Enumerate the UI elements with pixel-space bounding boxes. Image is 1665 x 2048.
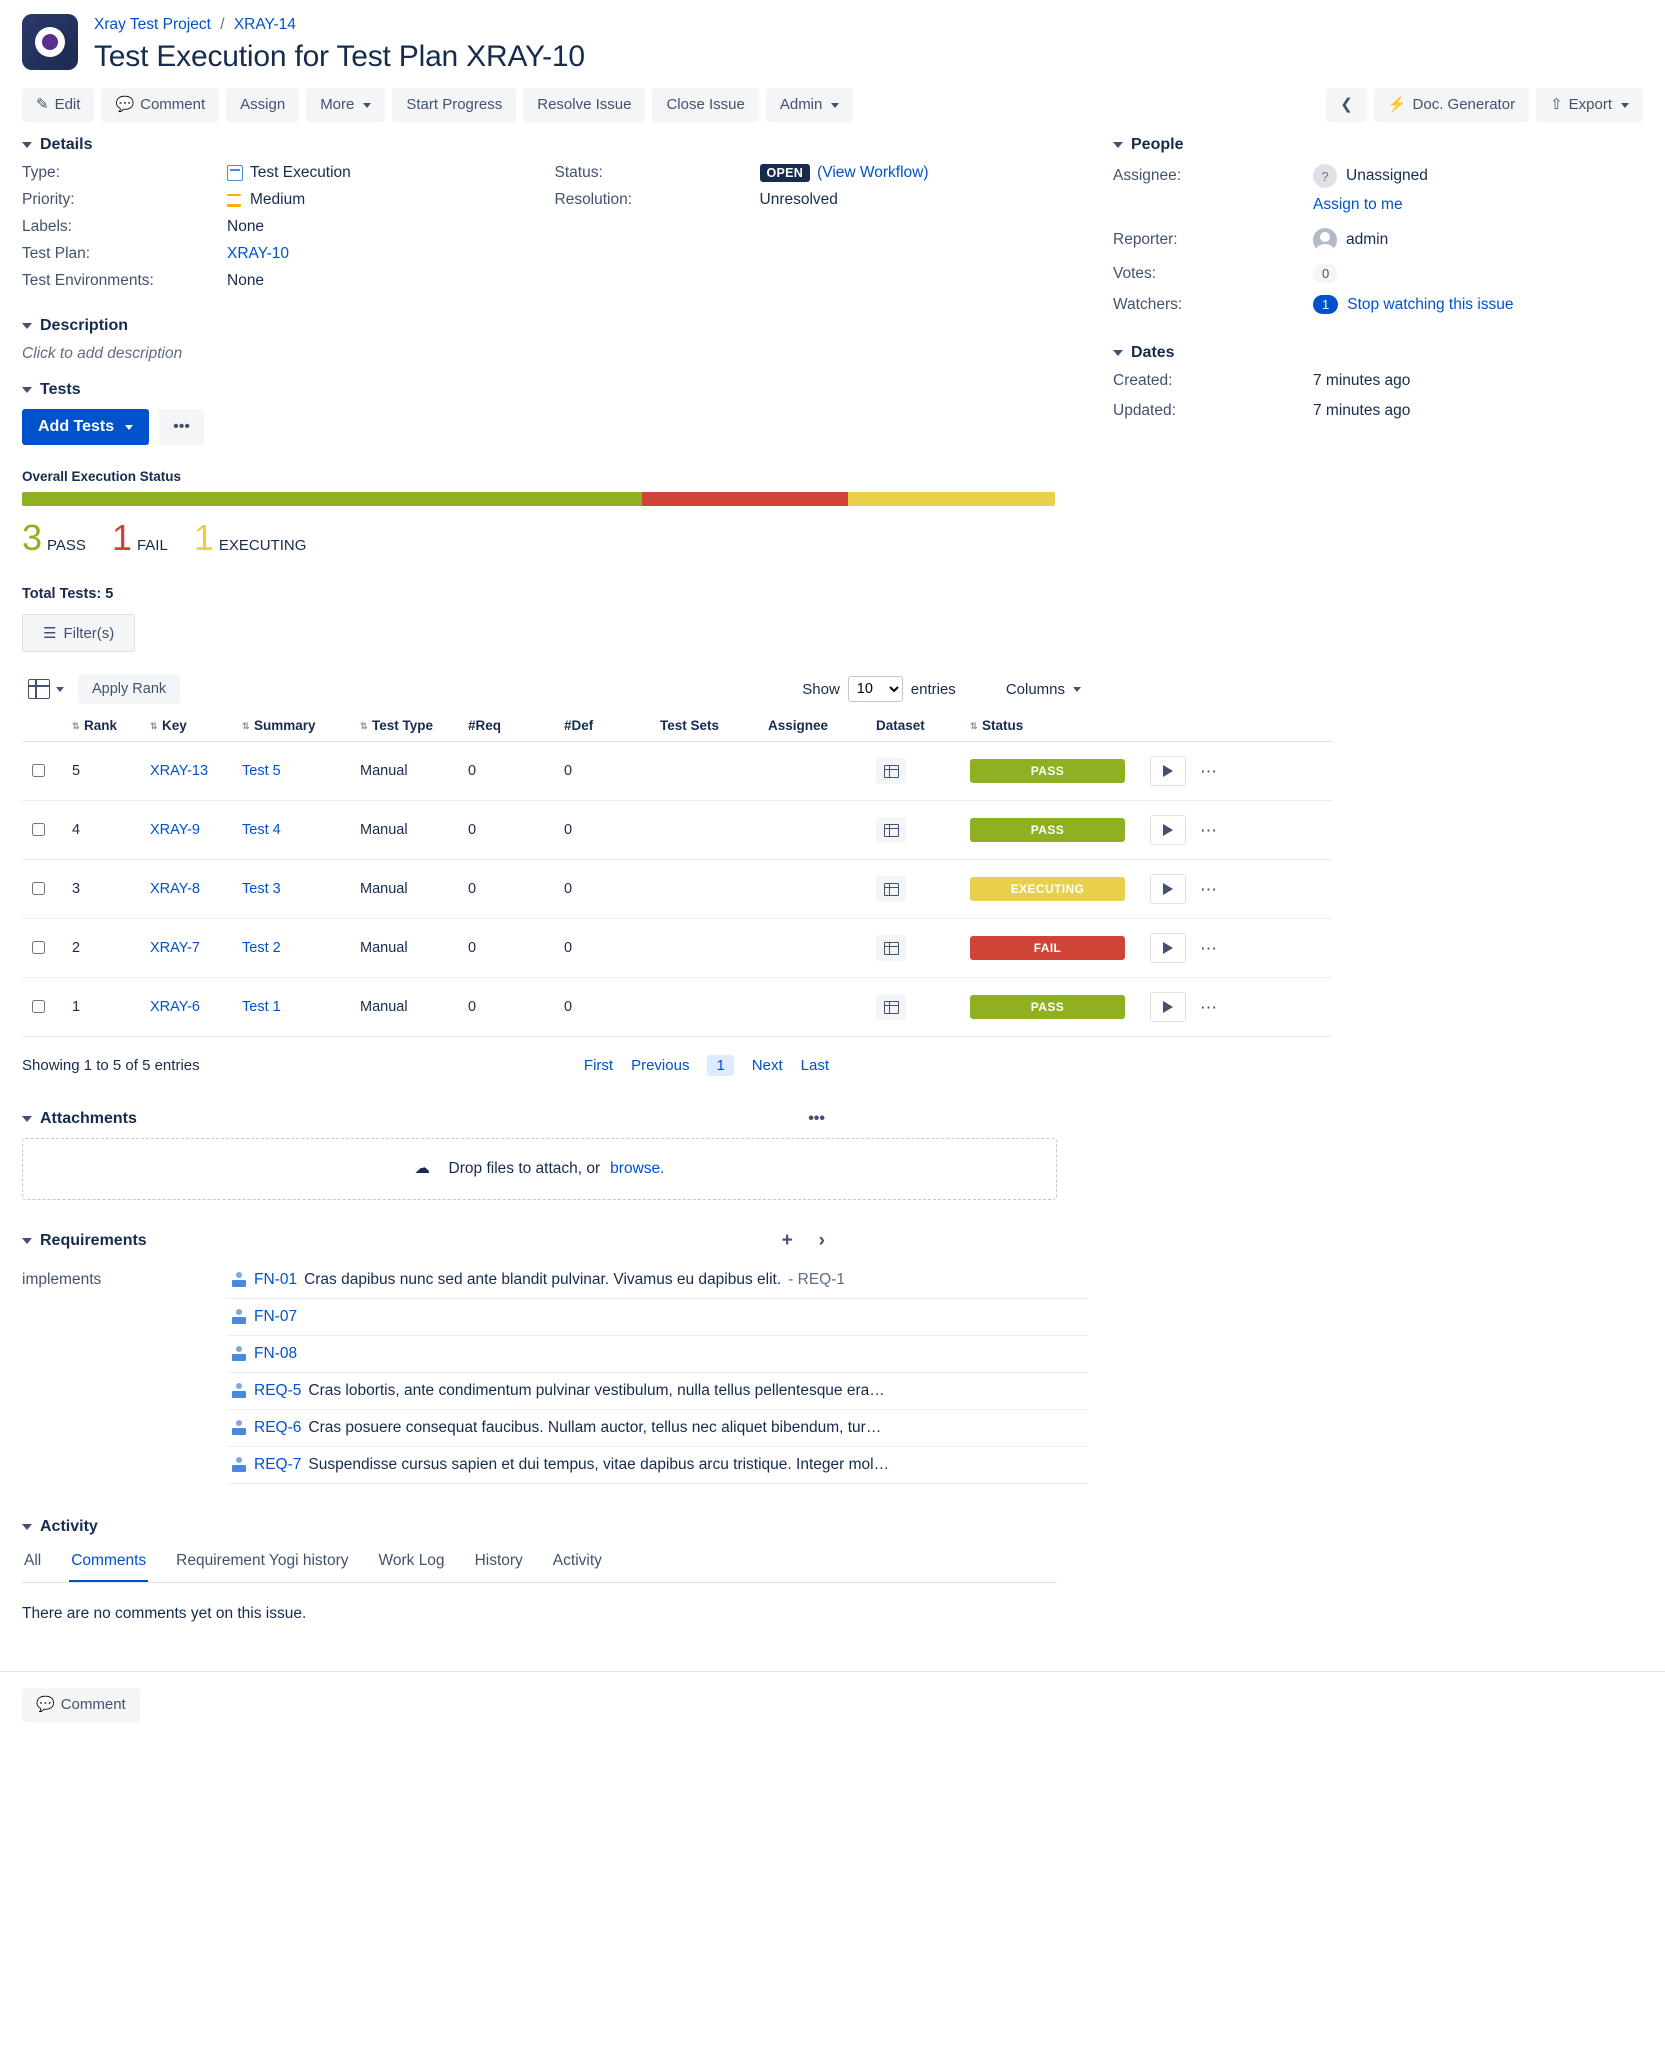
overall-execution-status-label: Overall Execution Status (22, 469, 182, 484)
chevron-down-icon[interactable] (22, 1238, 32, 1244)
header-test-sets[interactable]: Test Sets (654, 710, 762, 742)
status-badge: EXECUTING (970, 877, 1125, 901)
chevron-down-icon[interactable] (22, 1524, 32, 1530)
pager-page-1[interactable]: 1 (707, 1055, 733, 1076)
requirement-key-link[interactable]: REQ-7 (254, 1456, 302, 1473)
assign-to-me-link[interactable]: Assign to me (1313, 196, 1403, 213)
select-all-header (22, 710, 66, 742)
toolbar-right-group (1326, 88, 1643, 122)
chevron-down-icon[interactable] (22, 1116, 32, 1122)
requirement-text: Cras dapibus nunc sed ante blandit pulvinar. Vivamus eu dapibus elit. (304, 1271, 782, 1288)
entries-select[interactable] (848, 676, 903, 702)
priority-value: Medium (250, 191, 306, 208)
assignee-value: Unassigned (1346, 167, 1428, 184)
people-header[interactable] (1113, 136, 1643, 154)
fail-label: FAIL (136, 537, 168, 554)
chevron-down-icon[interactable] (22, 387, 32, 393)
more-button[interactable] (306, 88, 385, 122)
labels-label: Labels: (22, 218, 72, 235)
cell-test-type: Manual (354, 978, 462, 1037)
details-header[interactable] (22, 136, 1087, 154)
cell-key (144, 860, 236, 919)
breadcrumb-separator: / (220, 16, 225, 33)
requirements-relation-label: implements (22, 1271, 102, 1288)
status-bar-pass (22, 492, 642, 506)
admin-label: Admin (779, 96, 823, 113)
requirement-key-link[interactable]: REQ-5 (254, 1382, 302, 1399)
admin-button[interactable] (766, 88, 854, 122)
detail-resolution-row (555, 191, 1088, 209)
row-checkbox[interactable] (32, 941, 45, 954)
dataset-icon[interactable] (876, 758, 906, 784)
description-placeholder[interactable]: Click to add description (22, 345, 183, 362)
status-badge: PASS (970, 995, 1125, 1019)
comment-label: Comment (140, 96, 206, 113)
cell-dataset (870, 742, 964, 801)
test-summary-link[interactable]: Test 5 (242, 763, 281, 779)
chevron-down-icon[interactable] (22, 323, 32, 329)
list-item[interactable] (227, 1336, 1087, 1373)
list-item[interactable] (227, 1373, 1087, 1410)
dates-heading: Dates (1131, 344, 1175, 361)
export-icon: ⇧ (1550, 96, 1563, 113)
executing-label: EXECUTING (218, 537, 307, 554)
cell-summary (236, 801, 354, 860)
tests-more-button[interactable]: ••• (159, 409, 204, 445)
activity-tabs (22, 1546, 1057, 1583)
test-key-link[interactable]: XRAY-9 (150, 822, 200, 838)
detail-type-row (22, 164, 555, 182)
test-summary-link[interactable]: Test 3 (242, 881, 281, 897)
test-key-link[interactable]: XRAY-8 (150, 881, 200, 897)
cell-dataset (870, 978, 964, 1037)
cell-assignee (762, 801, 870, 860)
cell-assignee (762, 919, 870, 978)
cell-test-sets (654, 860, 762, 919)
votes-badge: 0 (1313, 264, 1338, 283)
comment-icon: 💬 (115, 96, 135, 113)
row-checkbox-cell (22, 978, 66, 1037)
details-heading: Details (40, 136, 93, 153)
reporter-row (1113, 228, 1643, 252)
pass-count: 3 (22, 517, 43, 558)
cell-rank: 5 (66, 742, 144, 801)
total-tests-label: Total Tests: 5 (22, 586, 114, 602)
cell-test-sets (654, 978, 762, 1037)
watchers-badge: 1 (1313, 295, 1338, 314)
pager-previous[interactable]: Previous (631, 1057, 690, 1074)
requirement-icon (231, 1420, 247, 1436)
row-more-icon[interactable]: ⋯ (1200, 939, 1218, 958)
share-button[interactable] (1326, 88, 1367, 122)
close-issue-button[interactable] (652, 88, 758, 122)
status-label: Status: (554, 164, 603, 181)
share-icon: ❮ (1340, 96, 1353, 113)
footer-comment-label: Comment (60, 1696, 126, 1713)
requirement-key-link[interactable]: FN-01 (254, 1271, 298, 1288)
header-summary-label: Summary (254, 718, 316, 733)
chevron-down-icon[interactable] (56, 687, 64, 692)
filter-icon: ☰ (43, 625, 57, 642)
updated-row (1113, 402, 1643, 420)
row-checkbox[interactable] (32, 823, 45, 836)
cell-def: 0 (558, 742, 654, 801)
cell-summary (236, 978, 354, 1037)
tab-history[interactable]: History (474, 1552, 523, 1569)
columns-label: Columns (1005, 680, 1065, 698)
resolve-issue-button[interactable] (523, 88, 645, 122)
dataset-icon[interactable] (876, 994, 906, 1020)
people-section (1113, 136, 1643, 314)
doc-generator-button[interactable] (1374, 88, 1529, 122)
comment-button[interactable] (101, 88, 219, 122)
browse-link[interactable]: browse. (610, 1160, 665, 1177)
header-test-type[interactable]: ⇅ Test Type (354, 710, 462, 742)
executing-count: 1 (193, 517, 214, 558)
test-plan-link[interactable]: XRAY-10 (227, 245, 290, 262)
dataset-icon[interactable] (876, 876, 906, 902)
dates-header[interactable] (1113, 344, 1643, 362)
list-item[interactable] (227, 1262, 1087, 1299)
row-checkbox-cell (22, 801, 66, 860)
description-heading: Description (40, 317, 129, 334)
pager-last[interactable]: Last (800, 1057, 829, 1074)
requirement-text: Cras posuere consequat faucibus. Nullam auctor, tellus nec aliquet bibendum, tur… (308, 1419, 882, 1436)
created-label: Created: (1113, 372, 1173, 389)
cell-rank: 2 (66, 919, 144, 978)
cell-assignee (762, 742, 870, 801)
page-header (0, 0, 1665, 74)
view-workflow-link[interactable]: (View Workflow) (817, 164, 929, 181)
edit-button[interactable] (22, 88, 94, 122)
stop-watching-link[interactable]: Stop watching this issue (1347, 295, 1514, 313)
header-status-label: Status (982, 718, 1024, 733)
description-header[interactable] (22, 317, 1087, 335)
votes-row (1113, 264, 1643, 283)
requirements-list (227, 1262, 1087, 1484)
cell-rank: 1 (66, 978, 144, 1037)
requirement-icon (231, 1272, 247, 1288)
cell-req: 0 (462, 801, 558, 860)
cell-test-type: Manual (354, 919, 462, 978)
description-section (22, 317, 1087, 363)
execution-counts (22, 517, 1087, 558)
requirement-icon (231, 1309, 247, 1325)
header-req[interactable]: #Req (462, 710, 558, 742)
row-checkbox[interactable] (32, 764, 45, 777)
list-item[interactable] (227, 1447, 1087, 1484)
test-summary-link[interactable]: Test 2 (242, 940, 281, 956)
row-checkbox-cell (22, 742, 66, 801)
requirement-suffix: - REQ-1 (788, 1271, 845, 1288)
tab-activity[interactable]: Activity (552, 1552, 602, 1569)
header-rank[interactable]: ⇅ Rank (66, 710, 144, 742)
people-heading: People (1131, 136, 1184, 153)
reporter-label: Reporter: (1113, 231, 1178, 248)
upload-cloud-icon: ☁ (414, 1160, 431, 1177)
pager-next[interactable]: Next (751, 1057, 783, 1074)
page-title: Test Execution for Test Plan XRAY-10 (94, 40, 585, 73)
edit-label: Edit (54, 96, 81, 113)
status-badge: FAIL (970, 936, 1125, 960)
chevron-down-icon (831, 103, 839, 108)
status-bar-fail (642, 492, 849, 506)
dates-section (1113, 344, 1643, 420)
doc-generator-label: Doc. Generator (1412, 96, 1516, 113)
type-value: Test Execution (250, 164, 351, 181)
created-value: 7 minutes ago (1313, 372, 1411, 389)
cell-test-sets (654, 742, 762, 801)
cell-assignee (762, 978, 870, 1037)
reporter-value: admin (1346, 231, 1389, 248)
detail-test-env-row (22, 272, 555, 290)
more-label: More (320, 96, 355, 113)
detail-test-plan-row (22, 245, 555, 263)
attachments-more-icon[interactable]: ••• (808, 1110, 825, 1127)
resolution-value: Unresolved (759, 191, 838, 208)
attachments-section (22, 1110, 1087, 1200)
avatar: ? (1313, 164, 1337, 188)
updated-label: Updated: (1113, 402, 1176, 419)
activity-section (22, 1518, 1087, 1623)
requirement-key-link[interactable]: FN-07 (254, 1308, 298, 1325)
requirement-text: Suspendisse cursus sapien et dui tempus, vitae dapibus arcu tristique. Integer mol… (308, 1456, 890, 1473)
detail-priority-row (22, 191, 555, 209)
status-bar-executing (848, 492, 1055, 506)
start-progress-label: Start Progress (406, 96, 503, 113)
footer-comment-button[interactable] (22, 1688, 140, 1722)
showing-entries-label: Showing 1 to 5 of 5 entries (22, 1057, 200, 1074)
cell-dataset (870, 801, 964, 860)
apply-rank-button[interactable]: Apply Rank (78, 674, 180, 704)
dataset-icon[interactable] (876, 817, 906, 843)
status-badge: PASS (970, 818, 1125, 842)
chevron-down-icon (1621, 103, 1629, 108)
breadcrumb (94, 16, 585, 34)
cell-def: 0 (558, 860, 654, 919)
test-key-link[interactable]: XRAY-7 (150, 940, 200, 956)
view-mode-icon[interactable] (28, 679, 50, 699)
drop-files-label: Drop files to attach, or (448, 1160, 601, 1177)
chevron-down-icon[interactable] (22, 142, 32, 148)
updated-value: 7 minutes ago (1313, 402, 1411, 419)
cell-dataset (870, 860, 964, 919)
requirement-text: Cras lobortis, ante condimentum pulvinar vestibulum, nulla tellus pellentesque era… (308, 1382, 885, 1399)
row-checkbox-cell (22, 860, 66, 919)
header-assignee[interactable]: Assignee (762, 710, 870, 742)
header-rank-label: Rank (84, 718, 118, 733)
test-key-link[interactable]: XRAY-13 (150, 763, 209, 779)
priority-medium-icon (227, 194, 243, 207)
test-plan-label: Test Plan: (22, 245, 91, 262)
cell-test-type: Manual (354, 742, 462, 801)
export-button[interactable] (1536, 88, 1643, 122)
requirement-icon (231, 1457, 247, 1473)
export-label: Export (1568, 96, 1612, 113)
requirement-icon (231, 1383, 247, 1399)
attachments-heading: Attachments (40, 1110, 137, 1127)
cell-assignee (762, 860, 870, 919)
cell-key (144, 801, 236, 860)
tests-header[interactable] (22, 381, 1087, 399)
cell-rank: 4 (66, 801, 144, 860)
cell-req: 0 (462, 919, 558, 978)
cell-dataset (870, 919, 964, 978)
resolve-issue-label: Resolve Issue (537, 96, 632, 113)
cell-summary (236, 919, 354, 978)
cell-key (144, 742, 236, 801)
show-entries-control (802, 676, 956, 702)
status-badge: PASS (970, 759, 1125, 783)
add-tests-label: Add Tests (38, 418, 115, 435)
type-label: Type: (22, 164, 60, 181)
cell-def: 0 (558, 801, 654, 860)
filters-label: Filter(s) (63, 624, 115, 642)
row-checkbox[interactable] (32, 882, 45, 895)
resolution-label: Resolution: (554, 191, 633, 208)
test-summary-link[interactable]: Test 1 (242, 999, 281, 1015)
tab-all[interactable]: All (24, 1552, 42, 1569)
breadcrumb-project-link[interactable]: Xray Test Project (94, 16, 211, 33)
cell-key (144, 919, 236, 978)
cell-req: 0 (462, 860, 558, 919)
cell-rank: 3 (66, 860, 144, 919)
activity-header[interactable] (22, 1518, 1087, 1536)
cell-test-type: Manual (354, 801, 462, 860)
requirement-icon (231, 1346, 247, 1362)
header-summary[interactable]: ⇅ Summary (236, 710, 354, 742)
pager-first[interactable]: First (583, 1057, 614, 1074)
pass-label: PASS (47, 537, 86, 554)
tab-comments[interactable]: Comments (69, 1546, 148, 1582)
chevron-down-icon (125, 425, 133, 430)
detail-status-row (555, 164, 1088, 182)
tab-requirement-yogi-history[interactable]: Requirement Yogi history (176, 1552, 349, 1569)
requirements-header[interactable] (22, 1230, 1087, 1252)
add-requirement-icon[interactable]: + (781, 1230, 793, 1251)
row-checkbox[interactable] (32, 1000, 45, 1013)
execution-status-bar (22, 492, 1055, 506)
row-more-icon[interactable]: ⋯ (1200, 880, 1218, 899)
chevron-down-icon[interactable] (1113, 350, 1123, 356)
status-badge: OPEN (760, 164, 811, 182)
test-environments-value: None (227, 272, 265, 289)
test-summary-link[interactable]: Test 4 (242, 822, 281, 838)
lightning-icon: ⚡ (1387, 96, 1407, 113)
show-label: Show (802, 680, 840, 698)
details-section (22, 136, 1087, 299)
header-test-type-label: Test Type (372, 718, 434, 733)
test-execution-icon (227, 165, 243, 181)
attachment-dropzone[interactable] (22, 1138, 1057, 1200)
assignee-label: Assignee: (1113, 167, 1182, 184)
comment-icon: 💬 (36, 1696, 55, 1713)
cell-summary (236, 742, 354, 801)
cell-def: 0 (558, 919, 654, 978)
row-more-icon[interactable]: ⋯ (1200, 998, 1218, 1017)
row-checkbox-cell (22, 919, 66, 978)
requirements-section (22, 1230, 1087, 1484)
requirements-heading: Requirements (40, 1232, 147, 1249)
created-row (1113, 372, 1643, 390)
dataset-icon[interactable] (876, 935, 906, 961)
watchers-row (1113, 295, 1643, 314)
labels-value: None (227, 218, 265, 235)
header-key[interactable]: ⇅ Key (144, 710, 236, 742)
app-logo-icon (22, 14, 78, 70)
chevron-down-icon[interactable] (1113, 142, 1123, 148)
assign-label: Assign (240, 96, 286, 113)
no-comments-message: There are no comments yet on this issue. (22, 1605, 307, 1622)
attachments-header[interactable] (22, 1110, 1087, 1128)
footer-bar (0, 1671, 1665, 1744)
start-progress-button[interactable] (392, 88, 516, 122)
priority-label: Priority: (22, 191, 75, 208)
row-more-icon[interactable]: ⋯ (1200, 821, 1218, 840)
fail-count: 1 (111, 517, 132, 558)
cell-test-sets (654, 801, 762, 860)
cell-test-sets (654, 919, 762, 978)
test-environments-label: Test Environments: (22, 272, 154, 289)
close-issue-label: Close Issue (666, 96, 745, 113)
cell-key (144, 978, 236, 1037)
cell-summary (236, 860, 354, 919)
row-more-icon[interactable]: ⋯ (1200, 762, 1218, 781)
tests-heading: Tests (40, 381, 81, 398)
avatar (1313, 228, 1337, 252)
votes-label: Votes: (1113, 264, 1157, 282)
tests-pagination (22, 1055, 1087, 1076)
cell-def: 0 (558, 978, 654, 1037)
activity-heading: Activity (40, 1518, 98, 1535)
add-tests-button[interactable] (22, 409, 149, 445)
breadcrumb-issue-link[interactable]: XRAY-14 (233, 16, 296, 33)
list-item[interactable] (227, 1410, 1087, 1447)
watchers-label: Watchers: (1113, 295, 1183, 313)
requirement-key-link[interactable]: REQ-6 (254, 1419, 302, 1436)
pencil-icon: ✎ (36, 96, 49, 113)
header-key-label: Key (162, 718, 187, 733)
requirement-key-link[interactable]: FN-08 (254, 1345, 298, 1362)
columns-button[interactable] (1006, 681, 1081, 698)
chevron-right-icon[interactable]: › (818, 1230, 825, 1251)
header-dataset[interactable]: Dataset (870, 710, 964, 742)
header-def[interactable]: #Def (558, 710, 654, 742)
entries-label: entries (910, 680, 956, 698)
issue-toolbar (0, 74, 1665, 122)
tab-work-log[interactable]: Work Log (378, 1552, 445, 1569)
filters-button[interactable] (22, 614, 135, 652)
assign-button[interactable] (226, 88, 299, 122)
tests-table-toolbar (22, 674, 1087, 704)
chevron-down-icon (363, 103, 371, 108)
detail-labels-row (22, 218, 555, 236)
list-item[interactable] (227, 1299, 1087, 1336)
cell-req: 0 (462, 978, 558, 1037)
cell-req: 0 (462, 742, 558, 801)
assignee-row (1113, 164, 1643, 188)
header-status[interactable]: ⇅ Status (964, 710, 1144, 742)
cell-test-type: Manual (354, 860, 462, 919)
test-key-link[interactable]: XRAY-6 (150, 999, 200, 1015)
chevron-down-icon (1073, 687, 1081, 692)
